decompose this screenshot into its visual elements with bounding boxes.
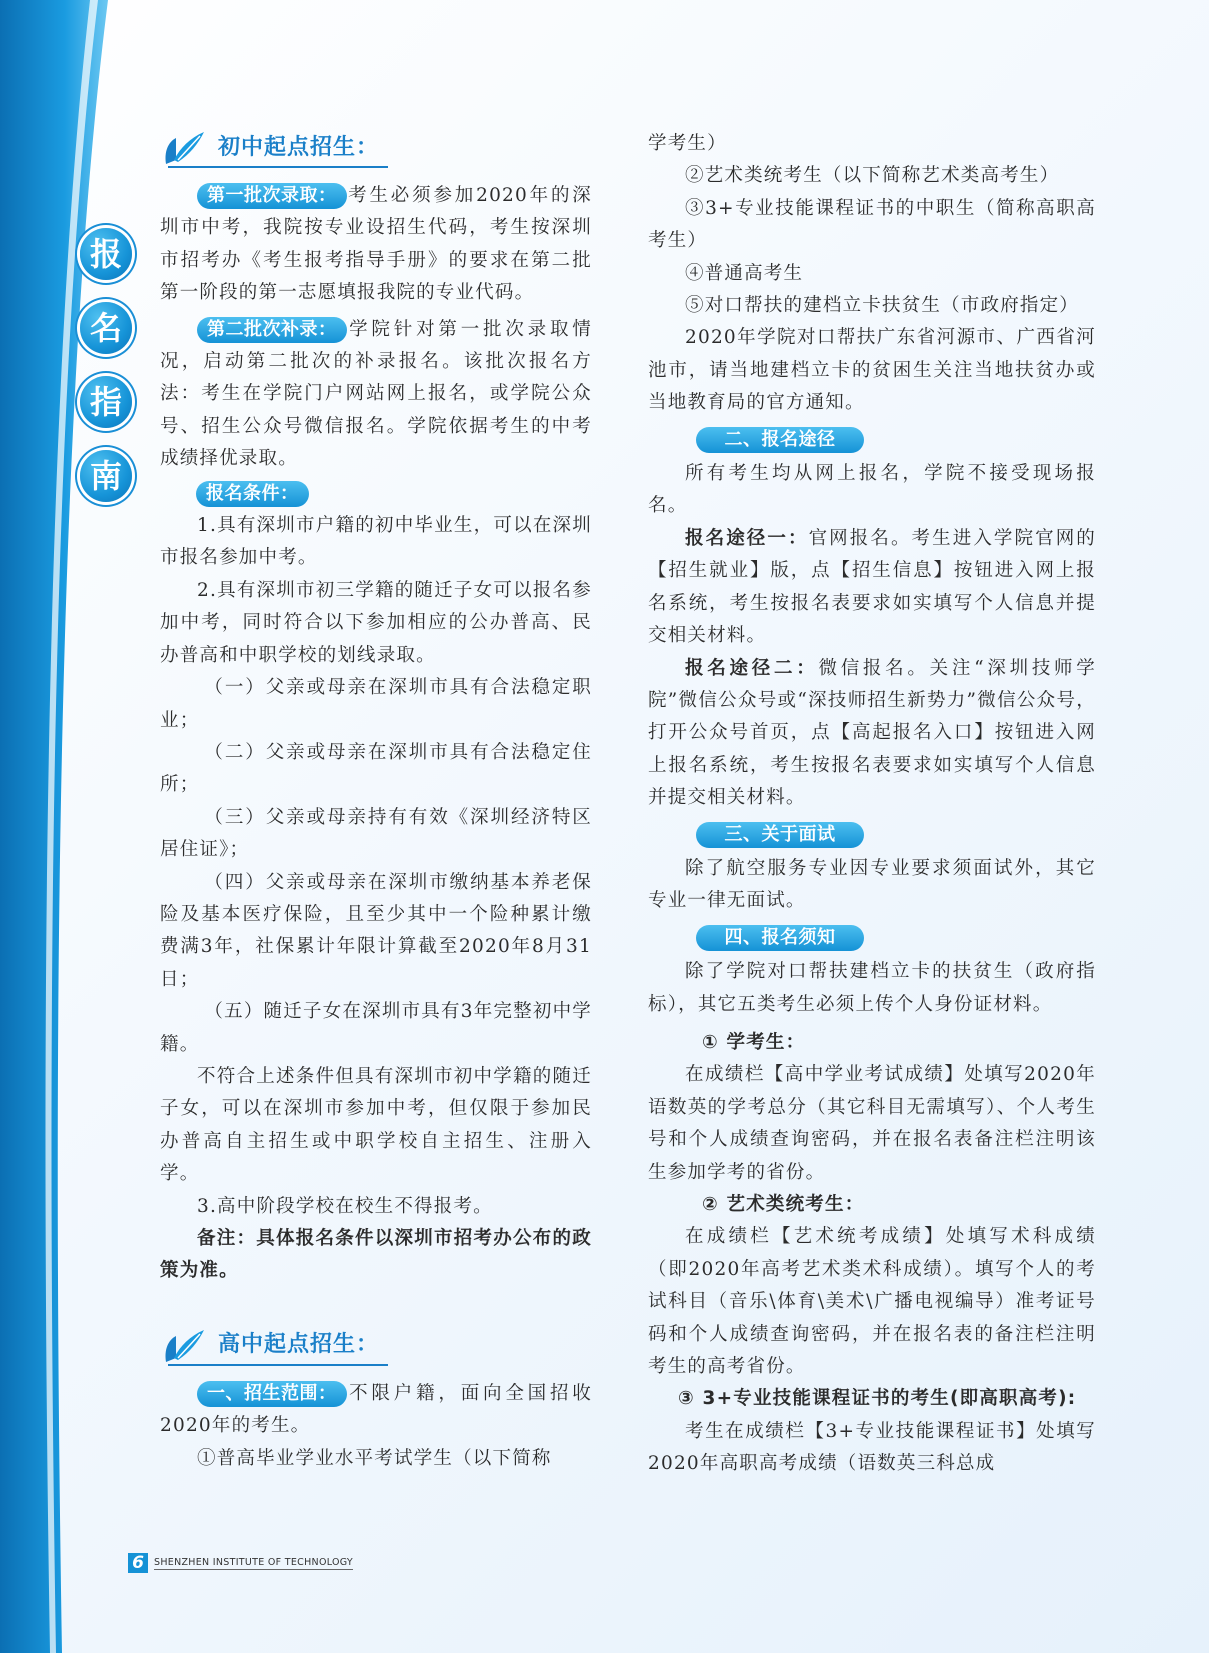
paragraph: 2.具有深圳市初三学籍的随迁子女可以报名参加中考，同时符合以下参加相应的公办普高、民办普高和中职学校的划线录取。 [160, 579, 592, 666]
page-footer [128, 1553, 353, 1573]
scope-text: 不限户籍，面向全国招收2020年的考生。 [160, 1382, 592, 1437]
subheading-3-text: 考生在成绩栏【3+专业技能课程证书】处填写2020年高职高考成绩（语数英三科总成 [648, 1420, 1096, 1475]
vertical-title-char: 指 [80, 376, 132, 428]
note-paragraph: 备注：具体报名条件以深圳市招考办公布的政策为准。 [160, 1228, 592, 1282]
scope-item-1: ①普高毕业学业水平考试学生（以下简称 [197, 1447, 552, 1469]
section-heading-junior [160, 128, 592, 170]
batch1-text: 考生必须参加2020年的深圳市中考，我院按专业设招生代码，考生按深圳市招考办《考生报考指导手册》的要求在第二批第一阶段的第一志愿填报我院的专业代码。 [160, 185, 592, 304]
pill4-row [648, 922, 1096, 954]
paragraph: （二）父亲或母亲在深圳市具有合法稳定住所； [160, 741, 592, 796]
paragraph: ④普通高考生 [685, 262, 804, 284]
route1-paragraph [648, 523, 1096, 653]
subheading-1-text: 在成绩栏【高中学业考试成绩】处填写2020年语数英的学考总分（其它科目无需填写）、个人考生号和个人成绩查询密码，并在报名表备注栏注明该生参加学考的省份。 [648, 1064, 1096, 1183]
route-intro: 所有考生均从网上报名，学院不接受现场报名。 [648, 463, 1096, 517]
quill-icon [160, 1328, 210, 1368]
notice-text: 除了学院对口帮扶建档立卡的扶贫生（政府指标），其它五类考生必须上传个人身份证材料。 [648, 961, 1096, 1015]
paragraph: ③3+专业技能课程证书的中职生（简称高职高考生） [648, 197, 1096, 252]
subheading-2: ② 艺术类统考生： [702, 1194, 865, 1215]
quill-icon [160, 130, 210, 170]
paragraph: ②艺术类统考生（以下简称艺术类高考生） [685, 165, 1060, 187]
interview-text: 除了航空服务专业因专业要求须面试外，其它专业一律无面试。 [648, 857, 1096, 912]
notice-section-pill: 四、报名须知 [696, 925, 864, 951]
route1-label: 报名途径一： [685, 527, 809, 549]
batch1-paragraph [160, 180, 592, 310]
route1-text: 官网报名。考生进入学院官网的【招生就业】版，点【招生信息】按钮进入网上报名系统，考生按报名表要求如实填写个人信息并提交相关材料。 [648, 527, 1097, 647]
pill2-row [648, 424, 1096, 456]
paragraph: ⑤对口帮扶的建档立卡扶贫生（市政府指定） [685, 295, 1080, 317]
vertical-title-char: 报 [80, 228, 132, 280]
section-title: 高中起点招生： [218, 1332, 380, 1358]
conditions-heading-row [160, 478, 592, 510]
route2-paragraph [648, 653, 1096, 815]
paragraph: （五）随迁子女在深圳市具有3年完整初中学籍。 [160, 1001, 592, 1055]
page-number: 6 [128, 1553, 148, 1573]
pill3-row [648, 819, 1096, 851]
batch2-label: 第二批次补录： [197, 317, 347, 343]
paragraph: （一）父亲或母亲在深圳市具有合法稳定职业； [160, 677, 592, 731]
route2-text: 微信报名。关注“深圳技师学院”微信公众号或“深技师招生新势力”微信公众号，打开公众号首页，点【高起报名入口】按钮进入网上报名系统，考生按报名表要求如实填写个人信息并提交相关材料。 [648, 657, 1097, 809]
conditions-label: 报名条件： [196, 481, 309, 507]
section-underline [168, 166, 388, 168]
section-underline [168, 1364, 388, 1366]
vertical-title [80, 228, 140, 524]
left-column [160, 128, 592, 1475]
batch2-text: 学院针对第一批次录取情况，启动第二批次的补录报名。该批次报名方法：考生在学院门户网站网上报名，或学院公众号、招生公众号微信报名。学院依据考生的中考成绩择优录取。 [160, 318, 592, 470]
paragraph: （三）父亲或母亲持有有效《深圳经济特区居住证》； [160, 806, 592, 861]
route-section-pill: 二、报名途径 [696, 427, 864, 453]
vertical-title-char: 名 [80, 302, 132, 354]
section-heading-senior [160, 1326, 592, 1368]
subheading-3: ③ 3+专业技能课程证书的考生(即高职高考): [678, 1388, 1077, 1410]
paragraph: 1.具有深圳市户籍的初中毕业生，可以在深圳市报名参加中考。 [160, 515, 592, 569]
right-column [648, 128, 1096, 1481]
conditions-list [160, 510, 592, 1223]
batch2-paragraph [160, 314, 592, 476]
scope-paragraph [160, 1378, 592, 1443]
paragraph: 2020年学院对口帮扶广东省河源市、广西省河池市，请当地建档立卡的贫困生关注当地扶贫办或当地教育局的官方通知。 [648, 327, 1096, 414]
paragraph: 学考生） [648, 133, 727, 154]
interview-section-pill: 三、关于面试 [696, 822, 864, 848]
section-title: 初中起点招生： [218, 134, 380, 160]
categories-list [648, 128, 1096, 420]
subheading-1: ① 学考生： [702, 1031, 806, 1053]
route2-label: 报名途径二： [685, 657, 819, 679]
paragraph: 3.高中阶段学校在校生不得报考。 [197, 1195, 493, 1217]
scope-label: 一、招生范围： [197, 1381, 347, 1407]
institution-name: SHENZHEN INSTITUTE OF TECHNOLOGY [154, 1556, 354, 1568]
batch1-label: 第一批次录取： [197, 183, 347, 209]
vertical-title-char: 南 [80, 450, 132, 502]
subheading-2-text: 在成绩栏【艺术统考成绩】处填写术科成绩（即2020年高考艺术类术科成绩）。填写个人的考试科目（音乐\体育\美术\广播电视编导）准考证号码和个人成绩查询密码，并在报名表的备注栏注明考生的高考省份。 [648, 1226, 1096, 1378]
paragraph: 不符合上述条件但具有深圳市初中学籍的随迁子女，可以在深圳市参加中考，但仅限于参加民办普高自主招生或中职学校自主招生、注册入学。 [160, 1065, 592, 1185]
paragraph: （四）父亲或母亲在深圳市缴纳基本养老保险及基本医疗保险，且至少其中一个险种累计缴费满3年，社保累计年限计算截至2020年8月31日； [160, 871, 592, 990]
